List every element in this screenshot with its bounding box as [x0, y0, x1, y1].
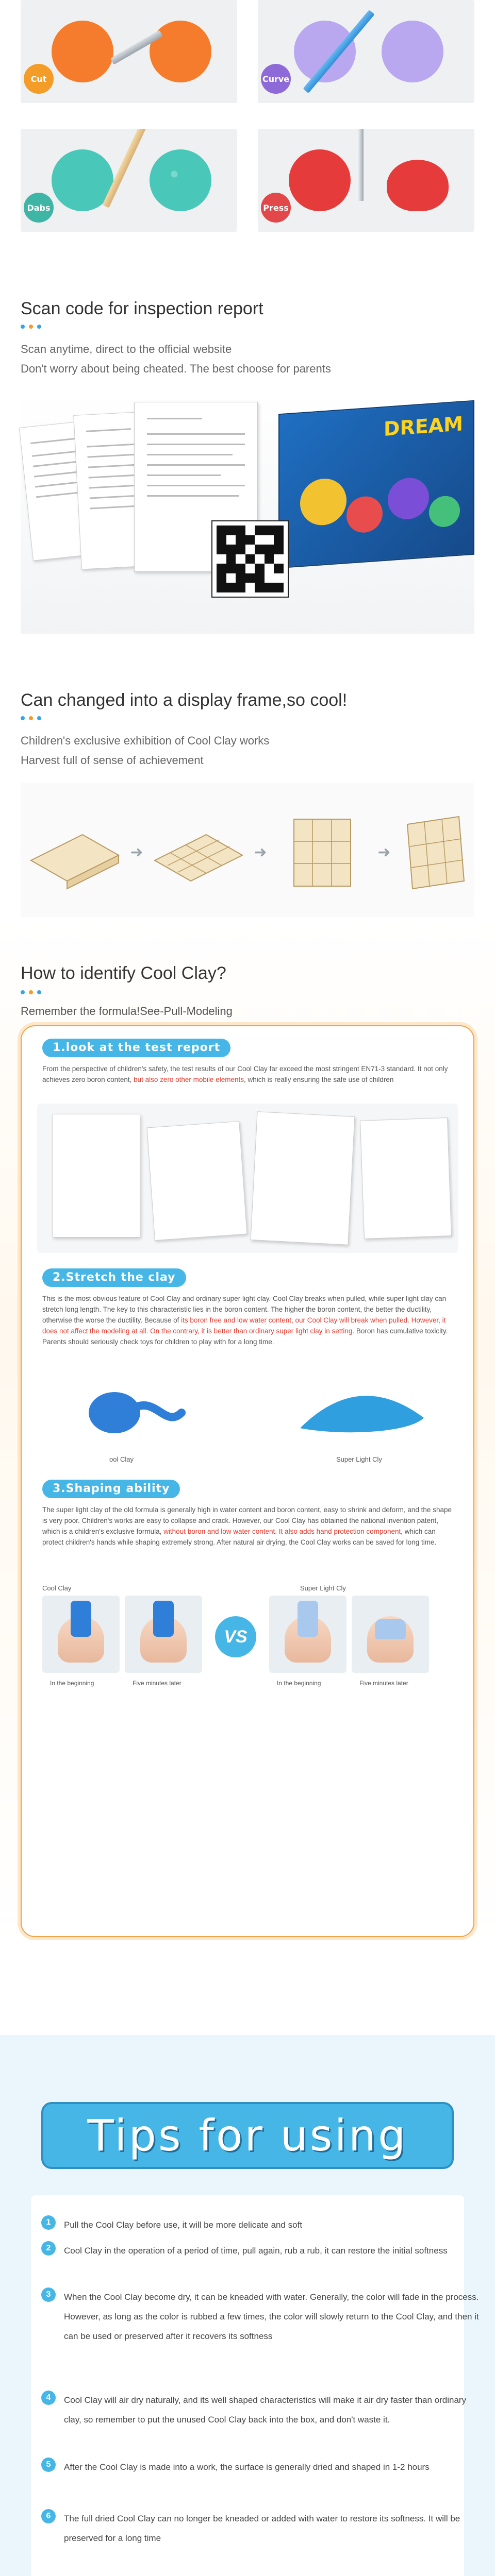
qr-module [255, 583, 265, 592]
qr-module [255, 554, 265, 564]
qr-module [217, 583, 226, 592]
qr-module [226, 545, 236, 554]
tip-number-1: 1 [41, 2215, 56, 2230]
shaping-photo-right-2 [352, 1596, 429, 1673]
press-tool-icon [358, 129, 364, 201]
qr-module [255, 535, 265, 545]
report-page [53, 1114, 140, 1238]
frame-step-4-icon [397, 814, 474, 891]
qr-module [236, 564, 245, 573]
tip-text: The full dried Cool Clay can no longer be kneaded or added with water to restore its softness. It will be preserved for a long time [64, 2514, 460, 2543]
title-dots-decoration [21, 716, 41, 720]
qr-module [265, 573, 274, 583]
qr-module [245, 535, 255, 545]
qr-module [236, 573, 245, 583]
tip-text: Pull the Cool Clay before use, it will be more delicate and soft [64, 2220, 303, 2230]
tip-number-2: 2 [41, 2241, 56, 2256]
inspection-report-image [21, 392, 474, 634]
shaping-photo-left-2 [125, 1596, 202, 1673]
step-tag: Cut [24, 64, 54, 94]
caption-later-left: Five minutes later [133, 1680, 182, 1687]
qr-module [255, 573, 265, 583]
title-dots-decoration [21, 990, 41, 994]
qr-module [265, 545, 274, 554]
qr-module [245, 554, 255, 564]
inspection-title: Scan code for inspection report [21, 299, 263, 318]
qr-module [265, 526, 274, 535]
display-line-2: Harvest full of sense of achievement [21, 754, 204, 767]
shaping-photo-left-1 [42, 1596, 120, 1673]
qr-module [226, 535, 236, 545]
qr-module [265, 564, 274, 573]
product-brand-logo: DREAM [384, 412, 463, 441]
box-character-icon [346, 495, 383, 534]
shaping-right-title: Super Light Cly [300, 1584, 346, 1592]
report-page [147, 1121, 248, 1241]
qr-module [255, 526, 265, 535]
shaping-photo-right-1 [269, 1596, 346, 1673]
clay-ball [382, 21, 443, 82]
tip-text: When the Cool Clay become dry, it can be kneaded with water. Generally, the color will fade in the process. However, as long as the color is rubbed a few times, the color will slowly return to the Cool Clay, and then it can be used or preserved after it recovers its softness [64, 2292, 479, 2341]
clay-ball [289, 149, 351, 211]
qr-module [245, 526, 255, 535]
product-box [278, 400, 474, 569]
qr-module [245, 545, 255, 554]
step-tag: Press [261, 193, 291, 223]
qr-module [217, 535, 226, 545]
look-report-label: 1.look at the test report [42, 1039, 230, 1057]
tip-number-6: 6 [41, 2509, 56, 2523]
qr-module [274, 573, 284, 583]
clay-ball [52, 21, 113, 82]
frame-step-2-icon [150, 814, 248, 891]
qr-module [236, 535, 245, 545]
step-photo-press [258, 129, 474, 232]
qr-module [245, 573, 255, 583]
tip-number-3: 3 [41, 2287, 56, 2302]
tip-number-5: 5 [41, 2458, 56, 2472]
report-page [251, 1111, 355, 1245]
look-report-text: From the perspective of children's safety, the test results of our Cool Clay far exceed the most stringent EN71-3 standard. It not only achieves zero boron content, but also zero other mobile elements, which is really ensuring the safe use of children [42, 1065, 448, 1083]
test-report-images [37, 1104, 458, 1253]
qr-module [274, 564, 284, 573]
caption-begin-right: In the beginning [277, 1680, 321, 1687]
tip-item [41, 2241, 480, 2261]
qr-module [226, 564, 236, 573]
clay-ball [150, 149, 211, 211]
box-character-icon [388, 477, 429, 521]
qr-module [226, 583, 236, 592]
box-character-icon [300, 477, 346, 527]
qr-module [274, 526, 284, 535]
qr-module [265, 554, 274, 564]
qr-module [274, 545, 284, 554]
display-line-1: Children's exclusive exhibition of Cool Clay works [21, 734, 270, 747]
tips-title-banner [41, 2102, 454, 2169]
clay-cylinder [298, 1601, 318, 1637]
qr-module [255, 545, 265, 554]
qr-module [217, 573, 226, 583]
qr-module [245, 583, 255, 592]
tip-number-4: 4 [41, 2391, 56, 2405]
tip-text: Cool Clay will air dry naturally, and its well shaped characteristics will make it air dry faster than ordinary clay, so remember to put the unused Cool Clay back into the box, and don't waste it. [64, 2395, 467, 2425]
shaping-left-title: Cool Clay [42, 1584, 72, 1592]
shaping-ability-label: 3.Shaping ability [42, 1480, 180, 1498]
identify-card [21, 1025, 474, 1937]
step-tag: Curve [261, 64, 291, 94]
stretch-comparison-image [53, 1377, 444, 1454]
report-page [360, 1117, 452, 1239]
clay-slumped [375, 1619, 406, 1639]
qr-module [217, 554, 226, 564]
clay-cylinder [71, 1601, 91, 1637]
vs-badge [215, 1616, 256, 1657]
box-character-icon [429, 495, 460, 528]
qr-module [255, 564, 265, 573]
tip-item [41, 2509, 480, 2548]
step-photo-cut [21, 0, 237, 103]
qr-module [265, 535, 274, 545]
step-tag: Dabs [24, 193, 54, 223]
qr-module [236, 583, 245, 592]
tip-item [41, 2391, 480, 2430]
title-dots-decoration [21, 325, 41, 329]
qr-module [274, 554, 284, 564]
stretch-caption-right: Super Light Cly [336, 1455, 382, 1463]
display-frame-steps-image [21, 783, 474, 927]
frame-step-1-icon [26, 814, 124, 891]
qr-module [217, 564, 226, 573]
qr-module [274, 535, 284, 545]
clay-cylinder [153, 1601, 174, 1637]
caption-later-right: Five minutes later [359, 1680, 408, 1687]
identify-subtitle: Remember the formula!See-Pull-Modeling [21, 1005, 233, 1018]
frame-step-3-icon [273, 814, 371, 891]
identify-title: How to identify Cool Clay? [21, 963, 226, 983]
arrow-right-icon: ➜ [130, 844, 143, 861]
clay-ball [150, 21, 211, 82]
tip-text: After the Cool Clay is made into a work, the surface is generally dried and shaped in 1-2 hours [64, 2462, 430, 2472]
qr-module [274, 583, 284, 592]
stretch-clay-label: 2.Stretch the clay [42, 1268, 186, 1287]
display-title: Can changed into a display frame,so cool! [21, 690, 348, 710]
qr-module [236, 526, 245, 535]
inspection-line-2: Don't worry about being cheated. The best choose for parents [21, 362, 331, 375]
qr-code-icon[interactable] [211, 520, 289, 598]
shaping-ability-text: The super light clay of the old formula is generally high in water content and boron content, easy to shrink and deform, and the shape is very poor. Children's works are easy to collapse and crack. However, our Cool Clay has obtained the national invention patent, which is a children's exclusive formula, without boron and low water content. It also adds hand protection component, which can protect children's hands while shaping extremely strong. After natural air drying, the Cool Clay works can be saved for long time. [42, 1506, 452, 1546]
arrow-right-icon: ➜ [254, 844, 267, 861]
arrow-right-icon: ➜ [377, 844, 391, 861]
vs-text: VS [224, 1626, 248, 1647]
qr-module [226, 573, 236, 583]
qr-module [236, 554, 245, 564]
tip-text: Cool Clay in the operation of a period of time, pull again, rub a rub, it can restore the initial softness [64, 2246, 448, 2256]
tip-item [41, 2287, 480, 2346]
inspection-line-1: Scan anytime, direct to the official website [21, 343, 232, 355]
qr-module [236, 545, 245, 554]
qr-module [217, 526, 226, 535]
tip-item [41, 2215, 480, 2235]
caption-begin-left: In the beginning [50, 1680, 94, 1687]
qr-module [226, 554, 236, 564]
step-photo-dabs [21, 129, 237, 232]
stretch-clay-text: This is the most obvious feature of Cool Clay and ordinary super light clay. Cool Clay breaks when pulled, while super light clay can stretch long length. The key to this characteristic lies in the boron content. The higher the boron content, the better the ductility, otherwise the worse the ductility. Because of its boron free and low water content, our Cool Clay will break when pulled. However, it does not affect the modeling at all. On the contrary, it is better than ordinary super light clay in setting. Boron has cumulative toxicity. Parents should seriously check toys for children to play with for a long time. [42, 1295, 448, 1346]
tip-item [41, 2458, 480, 2477]
clay-ball [387, 160, 449, 211]
stretch-caption-left: ool Clay [109, 1455, 134, 1463]
qr-module [265, 583, 274, 592]
qr-module [217, 545, 226, 554]
tips-title: Tips for using [87, 2110, 408, 2161]
step-photo-curve [258, 0, 474, 103]
step-photo-grid [0, 0, 495, 242]
qr-module [226, 526, 236, 535]
qr-module [245, 564, 255, 573]
